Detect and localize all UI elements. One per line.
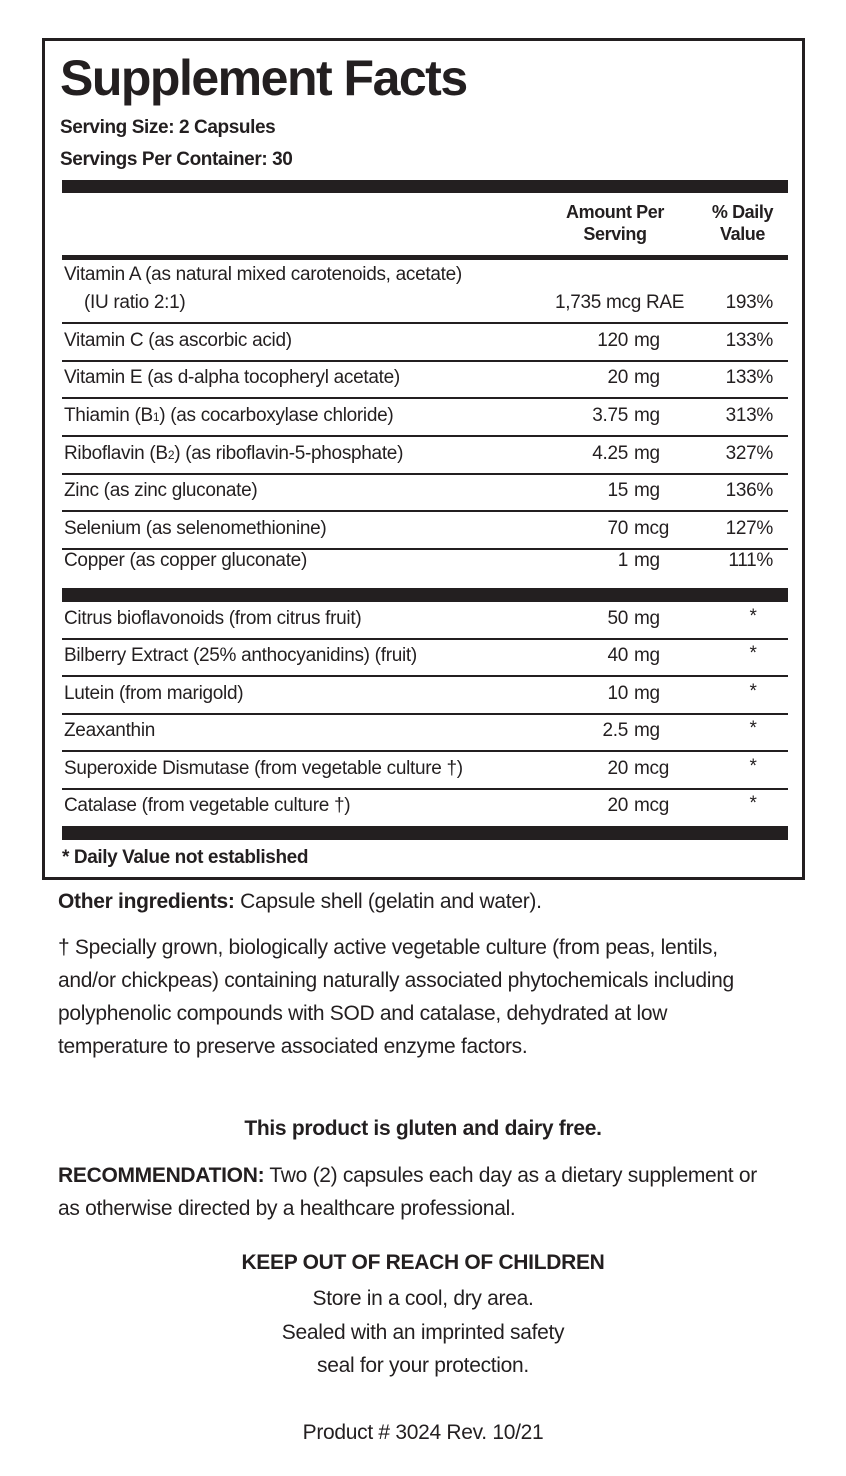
- nutrient-amount: 1,735 mcg RAE: [555, 292, 685, 313]
- nutrient-amount: 120: [597, 329, 628, 351]
- recommendation-label: RECOMMENDATION:: [58, 1164, 265, 1187]
- nutrient-dv: 136%: [725, 480, 773, 502]
- nutrient-amount: 15: [607, 480, 628, 502]
- dv-header-line: % Daily: [711, 202, 774, 222]
- recommendation-text: Two (2) capsules each day as a dietary supplement or as otherwise directed by a healthcare professional.: [58, 1164, 757, 1220]
- other-ingredients: [58, 885, 788, 918]
- nutrient-unit: mg: [634, 480, 660, 502]
- ingredient-name: Bilberry Extract (25% anthocyanidins) (fruit): [64, 645, 417, 667]
- nutrient-unit: mg: [634, 550, 660, 572]
- panel-title: Supplement Facts: [60, 50, 467, 106]
- amount-header-line: Amount Per: [565, 202, 664, 222]
- amount-header: [550, 201, 680, 245]
- warning: KEEP OUT OF REACH OF CHILDREN: [241, 1251, 605, 1274]
- nutrient-name: [64, 405, 393, 427]
- nutrient-name: [64, 518, 326, 540]
- ingredient-amount: 20: [607, 795, 628, 816]
- ingredient-name: Catalase (from vegetable culture †): [64, 795, 351, 816]
- ingredient-amount: 40: [607, 645, 628, 667]
- gluten-statement: This product is gluten and dairy free.: [244, 1117, 602, 1140]
- ingredient-row: [62, 602, 788, 640]
- nutrient-dv: 313%: [725, 405, 773, 427]
- ingredient-amount: 2.5: [602, 720, 628, 742]
- ingredient-row: [62, 677, 788, 715]
- nutrient-dv: 133%: [725, 329, 773, 351]
- nutrient-name: [64, 443, 403, 465]
- ingredient-name: Citrus bioflavonoids (from citrus fruit): [64, 607, 362, 629]
- ingredient-unit: mg: [634, 645, 660, 667]
- nutrient-dv: 111%: [728, 550, 773, 572]
- nutrient-row-vitamin-a: [62, 260, 788, 324]
- nutrient-amount: 3.75: [592, 405, 628, 427]
- nutrient-unit: mg: [634, 329, 660, 351]
- nutrient-amount: 1: [617, 550, 628, 572]
- ingredient-dv: *: [749, 643, 757, 665]
- nutrient-row: [62, 324, 788, 362]
- other-ingredients-label: Other ingredients:: [58, 890, 235, 913]
- ingredient-name: Superoxide Dismutase (from vegetable culture †): [64, 757, 463, 779]
- thick-divider: [62, 588, 788, 602]
- nutrient-name: [64, 330, 292, 352]
- dv-header: [700, 201, 785, 245]
- nutrient-unit: mg: [634, 367, 660, 389]
- nutrient-amount: 70: [607, 518, 628, 540]
- ingredient-unit: mg: [634, 682, 660, 704]
- nutrient-row: [62, 437, 788, 475]
- ingredient-unit: mcg: [634, 757, 669, 779]
- product-number: Product # 3024 Rev. 10/21: [302, 1421, 544, 1444]
- nutrient-subscript: 1: [152, 410, 160, 425]
- nutrient-name-part: Vitamin E (as d-alpha tocopheryl acetate): [64, 367, 400, 389]
- nutrient-name-part: Selenium (as selenomethionine): [64, 518, 327, 540]
- ingredient-dv: *: [749, 755, 757, 777]
- thick-divider: [62, 180, 788, 193]
- servings-per-container: Servings Per Container: 30: [60, 149, 293, 170]
- nutrient-dv: 133%: [725, 367, 773, 389]
- nutrient-name-part: Copper (as copper gluconate): [64, 550, 307, 572]
- storage-line: Sealed with an imprinted safety: [281, 1321, 565, 1344]
- nutrient-row: [62, 475, 788, 513]
- nutrient-row: [62, 399, 788, 437]
- thick-divider: [62, 826, 788, 840]
- supplement-facts-panel: [42, 38, 805, 880]
- ingredient-row: [62, 752, 788, 790]
- ingredient-unit: mg: [634, 607, 660, 629]
- nutrient-name-part: Thiamin (B: [64, 405, 153, 427]
- ingredient-row: [62, 715, 788, 753]
- nutrient-dv: 327%: [725, 442, 773, 464]
- ingredient-amount: 10: [607, 682, 628, 704]
- nutrient-name: [64, 367, 400, 389]
- ingredient-name: Zeaxanthin: [64, 720, 156, 742]
- ingredient-unit: mg: [634, 720, 660, 742]
- nutrient-name: [64, 550, 307, 572]
- nutrient-name-part: Vitamin C (as ascorbic acid): [64, 329, 292, 351]
- ingredient-row: [62, 790, 788, 825]
- nutrient-name-part: Zinc (as zinc gluconate): [64, 480, 258, 502]
- nutrient-row: [62, 362, 788, 400]
- ingredient-dv: *: [749, 718, 757, 740]
- dv-header-line: Value: [719, 224, 766, 244]
- nutrient-row: [62, 550, 788, 580]
- nutrient-name-part: Riboflavin (B: [64, 442, 168, 464]
- other-ingredients-text: Capsule shell (gelatin and water).: [234, 890, 542, 913]
- nutrient-subscript: 2: [167, 447, 175, 462]
- nutrient-name-line2: (IU ratio 2:1): [84, 292, 186, 313]
- nutrient-amount: 20: [607, 367, 628, 389]
- nutrient-unit: mg: [634, 442, 660, 464]
- serving-size: Serving Size: 2 Capsules: [60, 117, 276, 138]
- footnote: * Daily Value not established: [62, 847, 309, 868]
- nutrient-row: [62, 513, 788, 551]
- nutrient-name-part: ) (as riboflavin-5-phosphate): [174, 442, 404, 464]
- ingredient-row: [62, 640, 788, 678]
- ingredient-dv: *: [749, 680, 757, 702]
- storage-line: seal for your protection.: [317, 1354, 529, 1377]
- nutrient-amount: 4.25: [592, 442, 628, 464]
- storage-line: Store in a cool, dry area.: [312, 1287, 534, 1310]
- nutrient-unit: mg: [634, 405, 660, 427]
- recommendation: [58, 1159, 778, 1225]
- ingredient-dv: *: [749, 793, 757, 814]
- ingredient-name: Lutein (from marigold): [64, 682, 244, 704]
- nutrient-name: [64, 480, 257, 502]
- nutrient-unit: mcg: [634, 518, 669, 540]
- nutrient-name: Vitamin A (as natural mixed carotenoids, acetate): [64, 264, 462, 285]
- ingredient-amount: 20: [607, 757, 628, 779]
- nutrient-name-part: ) (as cocarboxylase chloride): [159, 405, 394, 427]
- ingredient-unit: mcg: [634, 795, 669, 816]
- nutrient-dv: 127%: [725, 518, 773, 540]
- ingredient-dv: *: [749, 605, 757, 627]
- nutrient-dv: 193%: [725, 292, 773, 313]
- dagger-note: † Specially grown, biologically active vegetable culture (from peas, lentils, and/or chickpeas) containing naturally associated phytochemicals including polyphenolic compounds with SOD and catalase, dehydrated at low temperature to preserve associated enzyme factors.: [58, 936, 734, 1058]
- amount-header-line: Serving: [583, 224, 647, 244]
- ingredient-amount: 50: [607, 607, 628, 629]
